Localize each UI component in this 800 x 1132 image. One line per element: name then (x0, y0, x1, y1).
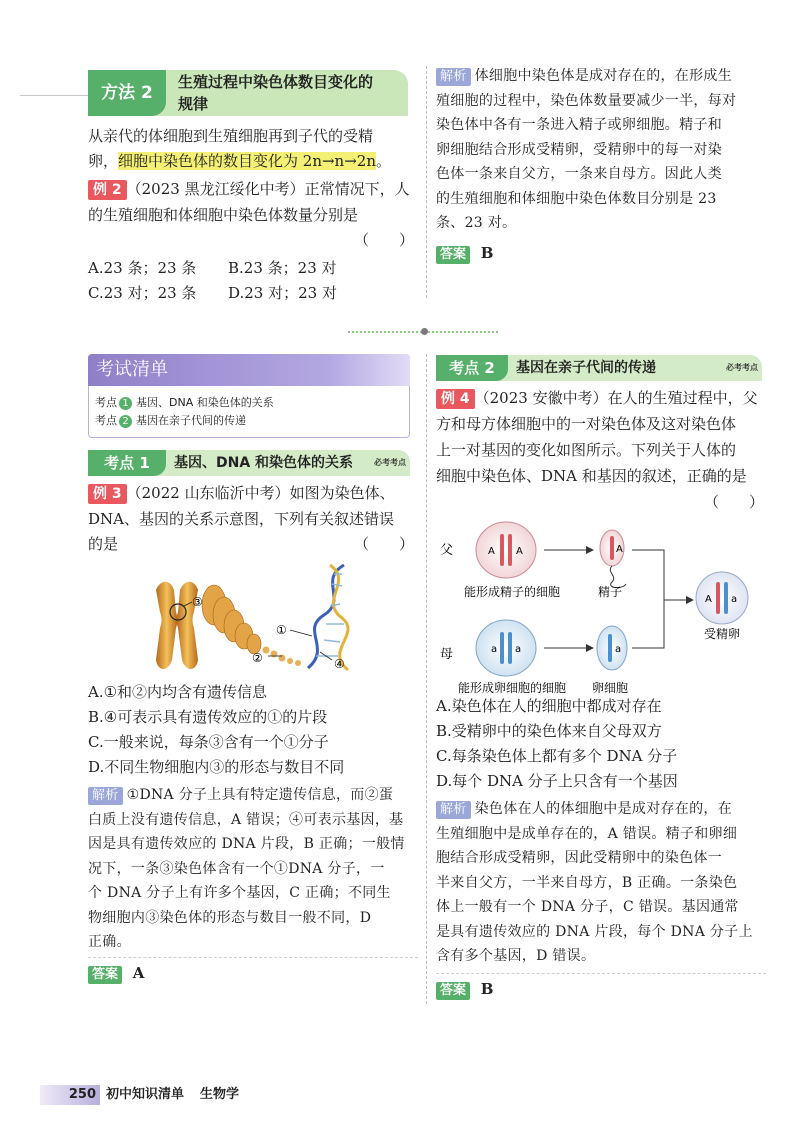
arrow-head (686, 596, 694, 604)
example3-option-d: D.不同生物细胞内③的形态与数目不同 (88, 758, 345, 776)
example4-analysis-line: 含有多个基因，D 错误。 (436, 948, 596, 964)
example3-analysis-line: 正确。 (88, 934, 131, 950)
example3-line1 (88, 481, 395, 506)
chromosome (724, 582, 728, 614)
fig-label-2: ② (252, 651, 263, 665)
gene-label: a (615, 644, 622, 655)
exam-list-item (95, 413, 246, 429)
mother-cell-caption: 能形成卵细胞的细胞 (458, 681, 567, 695)
example2-text1: （2023 黑龙江绥化中考）正常情况下，人 (126, 180, 410, 198)
analysis-top-line: 条、23 对。 (436, 215, 517, 231)
example2-paren: （ ） (354, 231, 415, 249)
exam-list-item-text: 基因在亲子代间的传递 (136, 414, 246, 427)
gene-label: A (616, 544, 623, 555)
example2-option-c: C.23 对；23 条 (88, 284, 197, 302)
father-cell-caption: 能形成精子的细胞 (464, 585, 561, 599)
page-number: 250 (40, 1085, 100, 1105)
gene-label: a (731, 594, 738, 605)
exam-list-item-prefix: 考点 (95, 414, 117, 427)
example4-text1: （2023 安徽中考）在人的生殖过程中，父 (474, 389, 758, 407)
arrow-head (586, 644, 594, 652)
example2-option-b: B.23 条；23 对 (228, 259, 337, 277)
method-body-prefix: 卵， (88, 152, 119, 170)
chromosome-shape (156, 582, 178, 669)
exam-list-item-num: 1 (119, 397, 132, 410)
gene-label: A (705, 594, 712, 605)
example4-analysis (436, 797, 766, 969)
point2-badge: 考点 2 (436, 355, 508, 381)
point1-must: 必考考点 (374, 458, 406, 467)
example4-analysis-line: 生殖细胞中是成单存在的，A 错误。精子和卵细 (436, 825, 738, 842)
method-body-line2 (88, 149, 391, 174)
father-label: 父 (440, 543, 454, 558)
method-title-line2: 规律 (178, 95, 209, 113)
footer (40, 1085, 440, 1105)
example3-analysis-line: 物细胞内③染色体的形态与数目一般不同，D (88, 909, 372, 926)
example2-tag: 例 2 (88, 180, 127, 200)
gene-label: a (491, 644, 498, 655)
zygote-caption: 受精卵 (704, 627, 741, 641)
father-cell (476, 522, 536, 578)
example4-option-d: D.每个 DNA 分子上只含有一个基因 (436, 772, 678, 790)
analysis-top-line (436, 64, 766, 89)
column-divider-bottom (426, 354, 427, 1004)
analysis-top-tag: 解析 (436, 68, 471, 86)
point1-header (88, 450, 410, 476)
example3-analysis-text: ①DNA 分子上具有特定遗传信息，而②蛋 (126, 787, 394, 803)
example3-paren: （ ） (354, 535, 415, 553)
coiled-fiber (202, 585, 261, 654)
example4-line2: 方和母方体细胞中的一对染色体及这对染色体 (436, 415, 737, 433)
mother-cell (476, 620, 536, 676)
example3-tag: 例 3 (88, 484, 127, 504)
example4-answer-value: B (480, 980, 494, 998)
analysis-top-line: 卵细胞结合形成受精卵，受精卵中的每一对染 (436, 141, 722, 158)
chromosome (500, 534, 504, 566)
chromosome (610, 536, 614, 560)
example2-option-a: A.23 条；23 条 (88, 259, 197, 277)
example3-line3: 的是 (88, 535, 119, 553)
exam-list-item (95, 395, 274, 411)
example4-line1 (436, 386, 758, 411)
fig-label-3: ③ (192, 595, 203, 609)
mother-label: 母 (440, 647, 454, 662)
example3-answer (88, 962, 144, 984)
method-body-highlight: 细胞中染色体的数目变化为 2n→n→2n (118, 152, 376, 170)
chromosome (608, 634, 612, 662)
example4-answer-rule (436, 973, 766, 974)
analysis-top-line: 的生殖细胞和体细胞中染色体数目分别是 23 (436, 190, 717, 207)
example2-option-d: D.23 对；23 对 (228, 284, 337, 302)
gene-label: A (488, 546, 495, 557)
example3-analysis (88, 783, 418, 955)
zygote-cell (696, 572, 748, 624)
exam-list-box (88, 354, 410, 438)
point2-title: 基因在亲子代间的传递 (516, 360, 656, 376)
example4-analysis-line: 半来自父方，一半来自母方，B 正确。一条染色 (436, 874, 738, 891)
analysis-top-line: 色体一条来自父方，一条来自母方。因此人类 (436, 166, 722, 182)
book-title: 初中知识清单 (106, 1087, 185, 1102)
answer-top (436, 242, 493, 264)
exam-list-item-text: 基因、DNA 和染色体的关系 (136, 396, 274, 409)
example4-tag: 例 4 (436, 389, 475, 409)
example4-answer-tag: 答案 (436, 982, 470, 1000)
inheritance-diagram (436, 514, 766, 700)
example4-line3: 上一对基因的变化如图所示。下列关于人体的 (436, 441, 737, 459)
exam-list-item-prefix: 考点 (95, 396, 117, 409)
fig-label-4: ④ (334, 657, 345, 671)
example3-answer-tag: 答案 (88, 966, 122, 984)
example3-analysis-tag: 解析 (88, 787, 123, 805)
fig-label-1: ① (276, 623, 287, 637)
example2-line1 (88, 177, 410, 202)
column-divider-top (426, 66, 427, 298)
example4-option-c: C.每条染色体上都有多个 DNA 分子 (436, 747, 678, 765)
example4-analysis-line: 是具有遗传效应的 DNA 片段，每个 DNA 分子上 (436, 923, 753, 940)
example3-option-c: C.一般来说，每条③含有一个①分子 (88, 733, 329, 751)
connector (632, 550, 664, 648)
method-body-suffix: 。 (376, 152, 392, 170)
example3-analysis-line: 因是具有遗传效应的 DNA 片段，B 正确；一般情 (88, 836, 405, 852)
example3-analysis-line: 个 DNA 分子上有许多个基因，C 正确；不同生 (88, 885, 391, 901)
subject-title: 生物学 (200, 1087, 240, 1102)
analysis-top-line: 染色体中各有一条进入精子或卵细胞。精子和 (436, 117, 722, 133)
answer-top-value: B (480, 244, 494, 262)
example2-line2: 的生殖细胞和体细胞中染色体数量分别是 (88, 206, 359, 224)
point1-badge: 考点 1 (88, 450, 166, 476)
method-body-line1: 从亲代的体细胞到生殖细胞再到子代的受精 (88, 127, 374, 145)
section-divider-dot (421, 328, 428, 335)
exam-list-item-num: 2 (119, 415, 132, 428)
chromosome (500, 632, 504, 664)
example4-line4: 细胞中染色体、DNA 和基因的叙述，正确的是 (436, 467, 747, 485)
example4-option-a: A.染色体在人的细胞中都成对存在 (436, 697, 662, 715)
chromosome-dna-figure (148, 560, 368, 680)
method-header-line (20, 95, 88, 96)
analysis-top-text: 体细胞中染色体是成对存在的，在形成生 (474, 68, 733, 84)
example3-text1: （2022 山东临沂中考）如图为染色体、 (126, 484, 395, 502)
example3-option-a: A.①和②内均含有遗传信息 (88, 683, 268, 701)
example4-analysis-text: 染色体在人的体细胞中是成对存在的，在 (474, 801, 733, 817)
example4-option-b: B.受精卵中的染色体来自父母双方 (436, 722, 662, 740)
point2-must: 必考考点 (726, 363, 758, 372)
label-pointer (290, 630, 312, 636)
example3-option-b: B.④可表示具有遗传效应的①的片段 (88, 708, 328, 726)
egg-caption: 卵细胞 (592, 681, 629, 695)
method-badge: 方法 2 (88, 70, 166, 116)
point1-title: 基因、DNA 和染色体的关系 (174, 455, 354, 471)
analysis-top-line: 殖细胞的过程中，染色体数量要减少一半，每对 (436, 92, 737, 109)
example3-answer-rule (88, 957, 418, 958)
answer-top-tag: 答案 (436, 246, 470, 264)
example4-answer (436, 978, 493, 1000)
example4-analysis-line (436, 797, 766, 822)
example3-analysis-line: 白质上没有遗传信息，A 错误；④可表示基因，基 (88, 811, 404, 828)
example4-paren: （ ） (704, 493, 765, 511)
example4-analysis-line: 体上一般有一个 DNA 分子，C 错误。基因通常 (436, 899, 739, 915)
chromosome (508, 632, 512, 664)
sperm-caption: 精子 (598, 585, 623, 599)
example3-answer-value: A (132, 964, 145, 982)
example3-analysis-line (88, 783, 418, 808)
example4-analysis-line: 胞结合形成受精卵，因此受精卵中的染色体一 (436, 850, 722, 866)
gene-label: a (515, 644, 522, 655)
point2-header (436, 355, 762, 381)
analysis-top (436, 64, 766, 236)
example3-line2: DNA、基因的关系示意图，下列有关叙述错误 (88, 510, 394, 528)
example4-analysis-tag: 解析 (436, 801, 471, 819)
exam-list-title: 考试清单 (88, 354, 410, 386)
method-title-line1: 生殖过程中染色体数目变化的 (178, 73, 374, 91)
chromosome (508, 534, 512, 566)
example3-analysis-line: 况下，一条③染色体含有一个①DNA 分子，一 (88, 860, 385, 877)
gene-label: A (516, 546, 523, 557)
method-header (88, 70, 408, 116)
arrow-head (586, 546, 594, 554)
chromosome (716, 582, 720, 614)
